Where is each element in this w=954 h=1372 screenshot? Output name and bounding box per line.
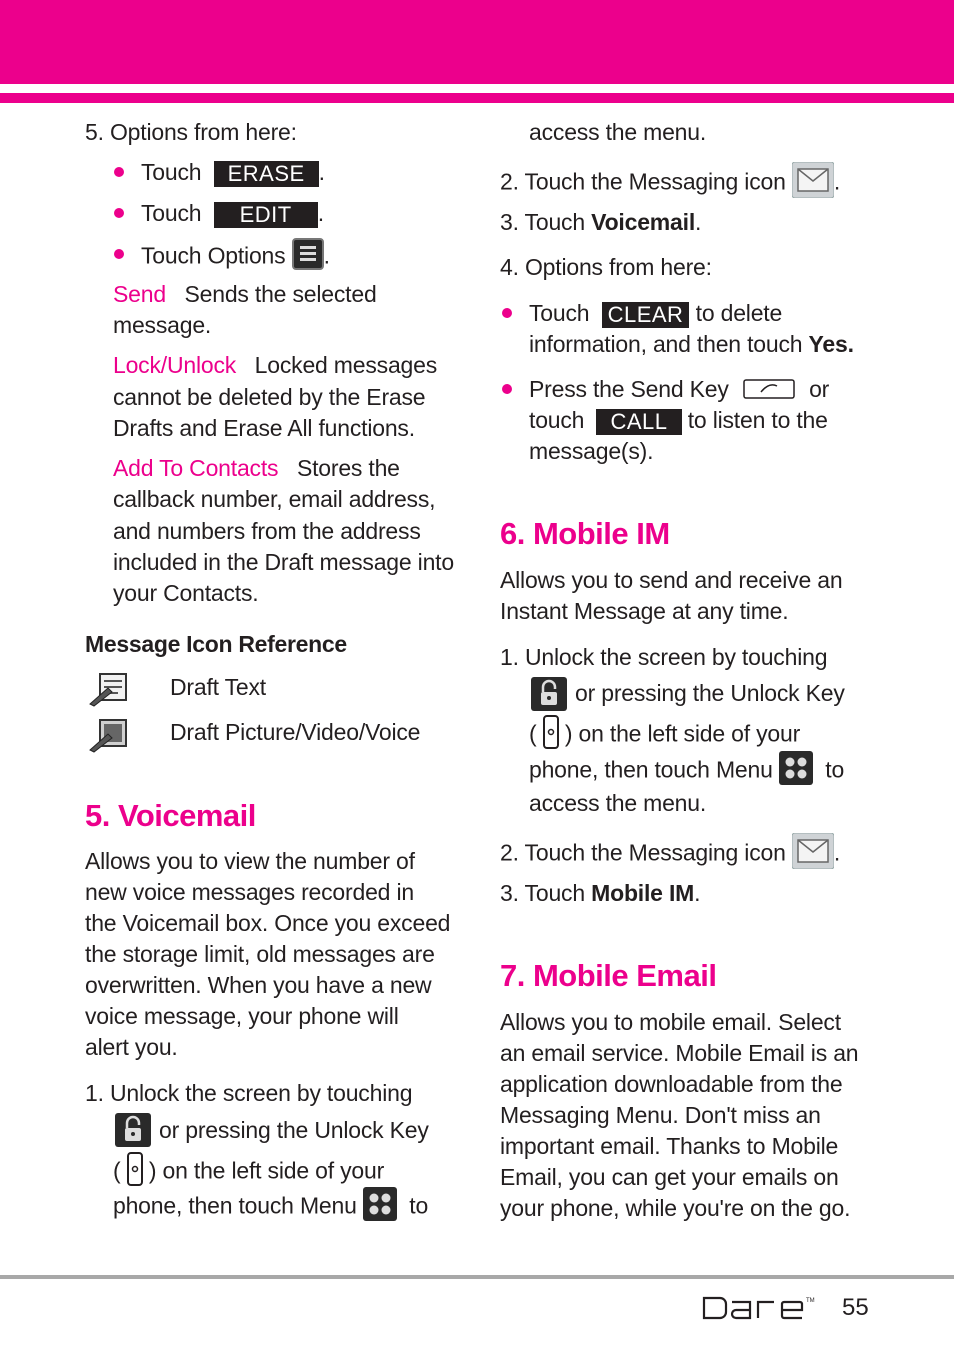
menu-desc-to: to [825, 756, 845, 783]
add-desc-cont: callback number, email address, [113, 486, 436, 512]
touch-text: Touch [529, 300, 590, 326]
draft-text-icon [88, 670, 132, 713]
key-desc: ) on the left side of your [148, 1157, 385, 1184]
voicemail-step-1-menu [113, 1187, 428, 1228]
options-menu-icon [292, 238, 324, 277]
send-key-line [529, 374, 829, 406]
send-key-icon [743, 376, 795, 406]
page-number: 55 [842, 1294, 869, 1321]
add-contacts-option [113, 453, 400, 483]
access-menu-text: access the menu. [529, 119, 707, 145]
bullet [114, 208, 124, 218]
or-text: or [809, 376, 830, 402]
lock-desc-cont: cannot be deleted by the Erase [113, 384, 426, 410]
lock-term: Lock/Unlock [113, 352, 237, 378]
add-desc-cont: your Contacts. [113, 580, 259, 606]
unlock-icon [115, 1113, 151, 1152]
yes-bold: Yes. [808, 331, 854, 357]
voicemail-heading: 5. Voicemail [85, 798, 256, 833]
send-option [113, 279, 377, 309]
clear-desc-cont: information, and then touch [529, 331, 803, 357]
dare-logo [702, 1294, 818, 1329]
menu-desc: phone, then touch Menu [529, 756, 773, 783]
paren: ( [113, 1157, 121, 1184]
mobile-im-step-1: 1. Unlock the screen by touching [500, 644, 828, 670]
step-2-text: 2. Touch the Messaging icon [500, 168, 786, 195]
add-desc-cont: and numbers from the address [113, 518, 421, 544]
clear-line-cont [529, 329, 854, 359]
voicemail-para: Allows you to view the number of [85, 848, 415, 874]
voicemail-para: the storage limit, old messages are [85, 941, 435, 967]
period: . [317, 200, 324, 226]
svg-text:TM: TM [806, 1298, 815, 1304]
erase-line [141, 157, 325, 187]
lock-desc: Locked messages [254, 352, 438, 378]
send-desc-cont: message. [113, 312, 212, 338]
mobile-im-step-1-menu [529, 751, 844, 792]
unlock-key-icon [543, 715, 559, 756]
mobile-email-heading: 7. Mobile Email [500, 958, 717, 993]
step-3-text: 3. Touch [500, 880, 585, 906]
bullet [114, 167, 124, 177]
mobile-email-para: application downloadable from the [500, 1071, 843, 1097]
period: . [694, 880, 701, 906]
add-desc-cont: included in the Draft message into [113, 549, 454, 575]
draft-text-label: Draft Text [170, 674, 266, 700]
lock-desc-cont: Drafts and Erase All functions. [113, 415, 415, 441]
messaging-icon [792, 833, 834, 876]
mobile-email-para: Messaging Menu. Don't miss an [500, 1102, 821, 1128]
top-rule [0, 93, 954, 103]
edit-key: EDIT [214, 202, 318, 228]
menu-desc: phone, then touch Menu [113, 1192, 357, 1219]
touch-options-text: Touch Options [141, 242, 286, 269]
menu-desc-to: to [409, 1192, 429, 1219]
messaging-icon [792, 162, 834, 205]
step-3-text: 3. Touch [500, 209, 585, 235]
mobile-im-step-1-key [529, 715, 800, 756]
edit-line [141, 198, 324, 228]
touch-text: Touch [141, 159, 202, 185]
mobile-email-para: your phone, while you're on the go. [500, 1195, 851, 1221]
mobile-email-para: Email, you can get your emails on [500, 1164, 839, 1190]
access-menu-text: access the menu. [529, 790, 707, 816]
voicemail-para: the Voicemail box. Once you exceed [85, 910, 451, 936]
voicemail-step-4: 4. Options from here: [500, 254, 712, 280]
key-desc: ) on the left side of your [564, 720, 801, 747]
clear-line [529, 298, 782, 328]
paren: ( [529, 720, 537, 747]
call-desc: to listen to the [687, 407, 828, 433]
mobile-email-para: an email service. Mobile Email is an [500, 1040, 859, 1066]
send-desc: Sends the selected [184, 281, 377, 307]
top-banner [0, 0, 954, 84]
menu-grid-icon [363, 1187, 397, 1228]
voicemail-step-1: 1. Unlock the screen by touching [85, 1080, 413, 1106]
icon-reference-heading: Message Icon Reference [85, 631, 347, 657]
bottom-rule [0, 1275, 954, 1279]
voicemail-para: alert you. [85, 1034, 178, 1060]
bullet [502, 308, 512, 318]
period: . [833, 168, 841, 195]
voicemail-bold: Voicemail [591, 209, 696, 235]
call-key: CALL [596, 409, 681, 435]
clear-key: CLEAR [602, 302, 690, 328]
mobile-email-para: Allows you to mobile email. Select [500, 1009, 841, 1035]
mobile-im-heading: 6. Mobile IM [500, 516, 670, 551]
mobile-im-step-1-cont: or pressing the Unlock Key [575, 680, 845, 706]
period: . [318, 159, 325, 185]
draft-media-label: Draft Picture/Video/Voice [170, 719, 421, 745]
step-2-text: 2. Touch the Messaging icon [500, 839, 786, 866]
mobile-email-para: important email. Thanks to Mobile [500, 1133, 839, 1159]
mobile-im-para: Allows you to send and receive an [500, 567, 843, 593]
add-desc: Stores the [296, 455, 400, 481]
touch-text: touch [529, 407, 585, 433]
period: . [833, 839, 841, 866]
period: . [695, 209, 702, 235]
period: . [323, 242, 330, 269]
touch-text: Touch [141, 200, 202, 226]
mobile-im-bold: Mobile IM [591, 880, 695, 906]
bullet [114, 249, 124, 259]
erase-key: ERASE [214, 161, 319, 187]
voicemail-para: new voice messages recorded in [85, 879, 414, 905]
send-term: Send [113, 281, 166, 307]
voicemail-step-3 [500, 207, 701, 237]
voicemail-para: voice message, your phone will [85, 1003, 399, 1029]
menu-grid-icon [779, 751, 813, 792]
voicemail-step-2 [500, 162, 840, 205]
call-line [529, 405, 828, 435]
voicemail-step-1-cont: or pressing the Unlock Key [159, 1117, 429, 1143]
options-step: 5. Options from here: [85, 119, 297, 145]
voicemail-para: overwritten. When you have a new [85, 972, 432, 998]
mobile-im-para: Instant Message at any time. [500, 598, 789, 624]
call-desc-cont: message(s). [529, 438, 654, 464]
lock-option [113, 350, 437, 380]
bullet [502, 384, 512, 394]
draft-media-icon [88, 716, 132, 759]
send-key-text: Press the Send Key [529, 376, 729, 402]
unlock-icon [531, 677, 567, 716]
options-line [141, 238, 330, 277]
add-contacts-term: Add To Contacts [113, 455, 279, 481]
clear-desc: to delete [695, 300, 783, 326]
mobile-im-step-3 [500, 878, 700, 908]
mobile-im-step-2 [500, 833, 840, 876]
